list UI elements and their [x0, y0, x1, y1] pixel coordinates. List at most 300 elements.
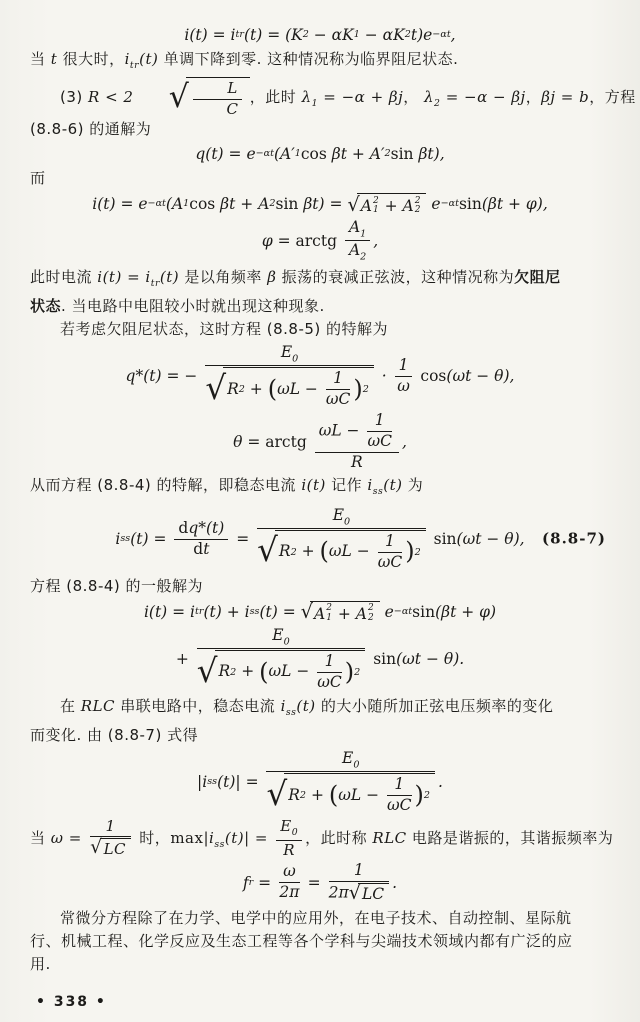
- math-run: ωL −: [318, 421, 365, 440]
- para-underdamped-2: [30, 295, 610, 318]
- roman-math-run: cos: [189, 195, 221, 214]
- math-run: ω: [283, 862, 296, 881]
- math-run: f: [242, 873, 249, 892]
- roman-math-run: max: [170, 828, 204, 847]
- math-run: = −α − βj: [440, 88, 526, 107]
- radicand: [100, 838, 131, 858]
- superscript: 2: [230, 666, 237, 678]
- text-run: 单调下降到零. 这种情况称为临界阻尼状态.: [158, 50, 459, 69]
- tall-paren: ): [414, 780, 424, 809]
- math-run: 1: [394, 775, 405, 794]
- denominator: [395, 377, 413, 396]
- text-run: 行、机械工程、化学反应及生态工程等各个学科与尖端技术领域内都有广泛的应: [30, 931, 573, 950]
- radicand: [284, 773, 435, 815]
- math-run: A: [313, 604, 326, 623]
- superscript: −αt: [432, 28, 451, 40]
- math-run: λ: [424, 88, 435, 107]
- roman-math-run: d: [178, 518, 189, 537]
- b: 1: [372, 205, 379, 216]
- math-run: ·: [376, 367, 392, 386]
- math-run: i(t) = i: [97, 267, 151, 286]
- numerator: [257, 507, 426, 529]
- math-run: i(t) = e: [92, 195, 148, 214]
- subscript: 2: [269, 198, 276, 210]
- eq-current-magnitude: [30, 750, 610, 815]
- square-root: [197, 650, 366, 692]
- eq-general-solution-part1: [30, 601, 610, 624]
- text-run: 记作: [325, 476, 368, 495]
- superscript: 2: [299, 790, 307, 801]
- math-run: (t): [296, 696, 316, 715]
- superscript: −αt: [440, 198, 459, 210]
- numerator: [193, 80, 241, 99]
- math-run: +: [175, 650, 194, 669]
- subscript: ss: [372, 486, 384, 498]
- math-run: .: [392, 873, 398, 892]
- text-run: 的大小随所加正弦电压频率的变化: [315, 696, 554, 715]
- t: 2: [372, 195, 379, 206]
- math-run: (βt + φ),: [481, 195, 548, 214]
- math-run: βt) =: [303, 195, 348, 214]
- fraction: [387, 776, 412, 815]
- text-run: 从而方程 (8.8-4) 的特解，即稳态电流: [30, 476, 302, 495]
- subscript: 1: [360, 228, 367, 240]
- math-run: E: [342, 748, 354, 767]
- math-run: q(t) = e: [195, 144, 256, 163]
- math-run: +: [306, 785, 329, 804]
- numerator: [276, 818, 302, 841]
- radical-sign: √: [168, 78, 190, 115]
- roman-math-run: cos: [300, 144, 332, 163]
- math-run: +: [296, 542, 320, 561]
- text-run: 串联电路中，稳态电流: [115, 696, 281, 715]
- square-root: [205, 367, 374, 409]
- eq-phi-arctg: [30, 219, 610, 263]
- roman-math-run: sin: [275, 195, 304, 214]
- superscript: 2: [414, 546, 421, 558]
- math-run: 1: [333, 369, 344, 388]
- math-run: e: [379, 603, 394, 622]
- text-run: ，: [403, 88, 425, 107]
- b: 2: [414, 205, 421, 216]
- math-run: ωC: [317, 672, 342, 691]
- subscript: ss: [214, 839, 225, 851]
- tall-paren: ): [344, 657, 355, 686]
- subscript: 1: [294, 147, 301, 159]
- math-run: t)e: [410, 26, 433, 44]
- subscript: 0: [353, 759, 360, 771]
- text-run: 电路是谐振的，其谐振频率为: [406, 828, 614, 847]
- math-run: 2π: [279, 883, 300, 902]
- math-run: e: [426, 195, 441, 214]
- roman-math-run: cos: [420, 367, 447, 386]
- math-run: R: [288, 785, 300, 804]
- para-particular-solution-intro: [30, 318, 610, 341]
- fraction: [279, 863, 300, 902]
- numerator: [329, 862, 390, 882]
- fraction: [174, 520, 228, 559]
- numerator: [197, 627, 366, 649]
- denominator: [345, 241, 370, 262]
- math-run: βt + A′: [331, 144, 385, 163]
- text-run: 此时电流: [30, 267, 98, 286]
- fraction: [205, 344, 374, 409]
- roman-math-run: arctg: [295, 231, 342, 250]
- numerator: [378, 533, 403, 553]
- math-run: E: [280, 816, 292, 835]
- fraction: [317, 653, 342, 692]
- math-run: + A: [332, 604, 367, 623]
- math-run: (A: [165, 195, 184, 214]
- subscript: ss: [207, 776, 218, 788]
- math-run: A: [360, 196, 372, 215]
- math-run: (t): [159, 267, 180, 286]
- roman-math-run: sin: [412, 603, 436, 622]
- math-run: RLC: [80, 696, 116, 715]
- denominator: [266, 772, 435, 815]
- math-run: |i: [203, 828, 215, 847]
- page-number: • 338 •: [36, 993, 107, 1010]
- roman-math-run: d: [193, 539, 204, 558]
- numerator: [367, 412, 392, 432]
- math-run: ,: [401, 432, 407, 451]
- text-run: ，此时: [249, 88, 302, 107]
- math-run: (ωt − θ).: [396, 650, 465, 669]
- tall-paren: (: [319, 537, 329, 566]
- text-run: 而: [30, 168, 46, 187]
- fraction: [315, 412, 399, 471]
- equation-number: (8.8-7): [542, 529, 606, 548]
- math-run: (A′: [274, 144, 295, 163]
- square-root: [266, 773, 435, 815]
- denominator: [174, 540, 228, 559]
- subscript: 2: [404, 28, 411, 40]
- para-general-solution-884: [30, 575, 610, 598]
- para-rlc-frequency-1: [30, 695, 610, 724]
- math-run: =: [231, 530, 255, 548]
- radicand: [357, 193, 427, 216]
- roman-math-run: sin: [390, 144, 419, 163]
- superscript: 2: [362, 384, 369, 396]
- math-run: 1: [105, 817, 116, 836]
- numerator: [317, 653, 342, 673]
- math-run: E: [332, 505, 345, 524]
- math-run: ωC: [387, 796, 412, 815]
- para-applications-2: [30, 930, 610, 953]
- denominator: [387, 796, 412, 815]
- text-run: 很大时，: [57, 50, 125, 69]
- math-run: t: [50, 50, 58, 69]
- para-resonance: [30, 816, 614, 859]
- radical-sign: √: [266, 774, 288, 813]
- subscript: tr: [235, 28, 244, 40]
- fraction: [326, 370, 351, 409]
- math-run: R: [278, 542, 291, 561]
- fraction: [266, 750, 435, 815]
- math-run: q*(t): [188, 518, 225, 537]
- fraction: [345, 219, 370, 263]
- eq-steady-state-current: [30, 507, 610, 572]
- math-run: + A: [379, 196, 414, 215]
- bold-text-run: 欠阻尼: [514, 267, 561, 286]
- subscript: 2: [302, 28, 309, 40]
- subscript: r: [248, 876, 254, 888]
- fraction: [378, 533, 403, 572]
- math-run: (t): [383, 476, 403, 495]
- math-run: β: [267, 267, 277, 286]
- fraction: [276, 818, 302, 859]
- math-run: ,: [450, 26, 456, 44]
- math-run: R: [218, 662, 231, 681]
- denominator: [378, 553, 403, 572]
- para-general-solution-of-886: [30, 118, 610, 141]
- denominator: [329, 882, 390, 904]
- denominator: [193, 100, 241, 118]
- subscript: 0: [291, 827, 299, 839]
- math-run: C: [226, 99, 239, 118]
- math-run: i: [124, 50, 130, 69]
- numerator: [315, 412, 399, 453]
- eq-general-solution-part2: [30, 627, 610, 692]
- math-run: φ =: [261, 231, 296, 250]
- tall-paren: ): [353, 374, 363, 403]
- tall-paren: ): [405, 537, 415, 566]
- math-run: 1: [374, 410, 385, 429]
- numerator: [387, 776, 412, 796]
- math-run: ωL −: [328, 542, 375, 561]
- math-run: t: [203, 539, 210, 558]
- math-run: (t): [139, 50, 159, 69]
- numerator: [266, 750, 435, 772]
- math-run: (ωt − θ),: [446, 367, 515, 386]
- t: 2: [326, 603, 332, 614]
- roman-math-run: arctg: [265, 432, 312, 451]
- square-root: [349, 883, 390, 904]
- denominator: [279, 883, 300, 902]
- math-run: ωL −: [277, 379, 323, 398]
- para-critical-damping: [30, 48, 610, 77]
- eq-charge-general-solution: [30, 144, 610, 164]
- radical-sign: √: [300, 600, 313, 624]
- numerator: [174, 520, 228, 540]
- text-run: 为: [402, 476, 424, 495]
- subscript: 1: [183, 198, 190, 210]
- subscript: 2: [434, 98, 441, 110]
- math-run: ωL −: [268, 662, 315, 681]
- radical-sign: √: [196, 651, 218, 690]
- math-run: A: [348, 241, 361, 260]
- numerator: [279, 863, 300, 883]
- fraction: [197, 627, 366, 692]
- math-run: λ: [301, 88, 312, 107]
- text-run: . 当电路中电阻较小时就出现这种现象.: [61, 296, 325, 315]
- subscript: 0: [344, 515, 351, 527]
- radical-sign: √: [90, 837, 103, 859]
- text-run: 方程 (8.8-4) 的一般解为: [30, 576, 204, 595]
- subscript: 0: [292, 353, 299, 365]
- math-run: ωL −: [338, 785, 385, 804]
- math-run: A: [348, 218, 361, 237]
- math-run: i(t) = i: [143, 603, 196, 622]
- page-body: [30, 25, 636, 976]
- math-run: ,: [373, 231, 379, 250]
- t: 2: [367, 603, 374, 614]
- subscript: ss: [249, 605, 260, 617]
- math-run: i: [367, 476, 373, 495]
- math-run: i(t): [301, 476, 326, 495]
- math-run: 1: [353, 860, 364, 879]
- para-applications-1: [30, 907, 610, 930]
- eq-theta-arctg: [30, 412, 610, 471]
- radicand: [215, 650, 366, 692]
- math-run: LC: [361, 884, 385, 903]
- math-run: R: [283, 840, 296, 859]
- bold-text-run: 状态: [30, 296, 62, 315]
- eq-current-general-solution: [30, 193, 610, 216]
- text-run: 常微分方程除了在力学、电学中的应用外，在电子技术、自动控制、星际航: [60, 908, 572, 927]
- denominator: [205, 366, 374, 409]
- numerator: [326, 370, 351, 390]
- text-run: 振荡的衰减正弦波，这种情况称为: [276, 267, 515, 286]
- math-run: LC: [103, 840, 127, 859]
- para-steady-state-intro: [30, 474, 610, 503]
- para-rlc-frequency-2: [30, 724, 610, 747]
- math-run: (t)| =: [217, 773, 264, 792]
- fraction: [193, 80, 241, 118]
- para-applications-3: [30, 953, 610, 976]
- square-root: [257, 530, 426, 572]
- para-er: [30, 167, 610, 190]
- subscript: 2: [384, 147, 391, 159]
- math-run: βt + A: [220, 195, 270, 214]
- text-run: ，此时称: [305, 828, 373, 847]
- math-run: (ωt − θ),: [456, 530, 525, 548]
- subscript: 2: [360, 251, 367, 263]
- math-run: =: [302, 873, 326, 892]
- sub-sup-stack: [415, 197, 421, 216]
- math-run: RLC: [372, 828, 407, 847]
- math-run: ωC: [367, 431, 392, 450]
- math-run: E: [280, 342, 293, 361]
- math-run: i: [280, 696, 286, 715]
- denominator: [367, 432, 392, 451]
- denominator: [315, 453, 399, 472]
- math-run: 1: [385, 531, 395, 550]
- text-run: 是以角频率: [179, 267, 268, 286]
- math-run: q*(t) = −: [125, 367, 203, 386]
- superscript: −αt: [393, 605, 413, 617]
- radical-sign: √: [347, 192, 360, 216]
- math-run: βt),: [418, 144, 445, 163]
- numerator: [345, 219, 370, 241]
- math-run: 1: [398, 356, 409, 375]
- radicand: [358, 883, 389, 904]
- math-run: R < 2: [88, 88, 139, 107]
- math-run: i(t) = i: [184, 26, 236, 44]
- subscript: 1: [353, 28, 360, 40]
- sub-sup-stack: [326, 604, 332, 623]
- math-run: i: [115, 530, 121, 548]
- subscript: 1: [311, 98, 318, 110]
- denominator: [276, 841, 302, 859]
- radical-sign: √: [257, 531, 278, 570]
- math-run: θ =: [233, 432, 266, 451]
- text-run: 若考虑欠阻尼状态，这时方程 (8.8-5) 的特解为: [60, 319, 389, 338]
- math-run: (t) =: [259, 603, 301, 622]
- math-run: =: [253, 873, 277, 892]
- numerator: [395, 357, 413, 377]
- sub-sup-stack: [368, 604, 374, 623]
- superscript: −αt: [147, 198, 166, 210]
- numerator: [90, 818, 131, 837]
- para-case3-complex-roots: [30, 77, 636, 118]
- radicand: [310, 601, 380, 624]
- superscript: −αt: [255, 147, 274, 159]
- square-root: [347, 193, 426, 216]
- math-run: .: [438, 773, 443, 792]
- text-run: ，: [525, 88, 542, 107]
- math-run: +: [244, 379, 268, 398]
- text-run: 当: [30, 50, 51, 69]
- para-underdamped-1: [30, 266, 610, 295]
- math-run: ω =: [50, 828, 88, 847]
- eq-critical-damping-current: [30, 25, 610, 45]
- square-root: [139, 77, 250, 118]
- math-run: = −α + βj: [318, 88, 404, 107]
- text-run: 时，: [134, 828, 171, 847]
- denominator: [90, 837, 131, 858]
- fraction: [90, 818, 131, 859]
- sub-sup-stack: [373, 197, 379, 216]
- math-run: βj = b: [541, 88, 590, 107]
- roman-math-run: sin: [458, 195, 482, 214]
- math-run: L: [227, 79, 238, 98]
- superscript: 2: [238, 384, 245, 396]
- denominator: [317, 673, 342, 692]
- subscript: ss: [120, 532, 131, 544]
- math-run: 1: [324, 652, 335, 671]
- fraction: [395, 357, 413, 396]
- subscript: tr: [195, 605, 204, 617]
- eq-particular-charge: [30, 344, 610, 409]
- denominator: [326, 390, 351, 409]
- math-run: (t) =: [130, 530, 172, 548]
- fraction: [367, 412, 392, 451]
- subscript: tr: [129, 60, 140, 72]
- superscript: 2: [354, 666, 361, 678]
- math-run: (t) + i: [203, 603, 250, 622]
- math-run: − αK: [308, 26, 354, 44]
- radical-sign: √: [205, 368, 227, 407]
- math-run: |i: [197, 773, 208, 792]
- denominator: [257, 529, 426, 572]
- roman-math-run: sin: [433, 530, 457, 548]
- math-run: R: [350, 452, 363, 471]
- math-run: 2π: [328, 883, 349, 902]
- eq-resonant-frequency: [30, 862, 610, 904]
- radicand: [223, 367, 374, 409]
- numerator: [205, 344, 374, 366]
- radical-sign: √: [348, 881, 361, 905]
- t: 2: [414, 195, 421, 206]
- radicand: [275, 530, 426, 572]
- text-run: ，方程: [589, 88, 636, 107]
- subscript: tr: [150, 277, 160, 289]
- subscript: ss: [285, 706, 297, 718]
- text-run: 用.: [30, 954, 51, 973]
- math-run: (t)| =: [224, 828, 274, 847]
- math-run: ωC: [325, 390, 351, 409]
